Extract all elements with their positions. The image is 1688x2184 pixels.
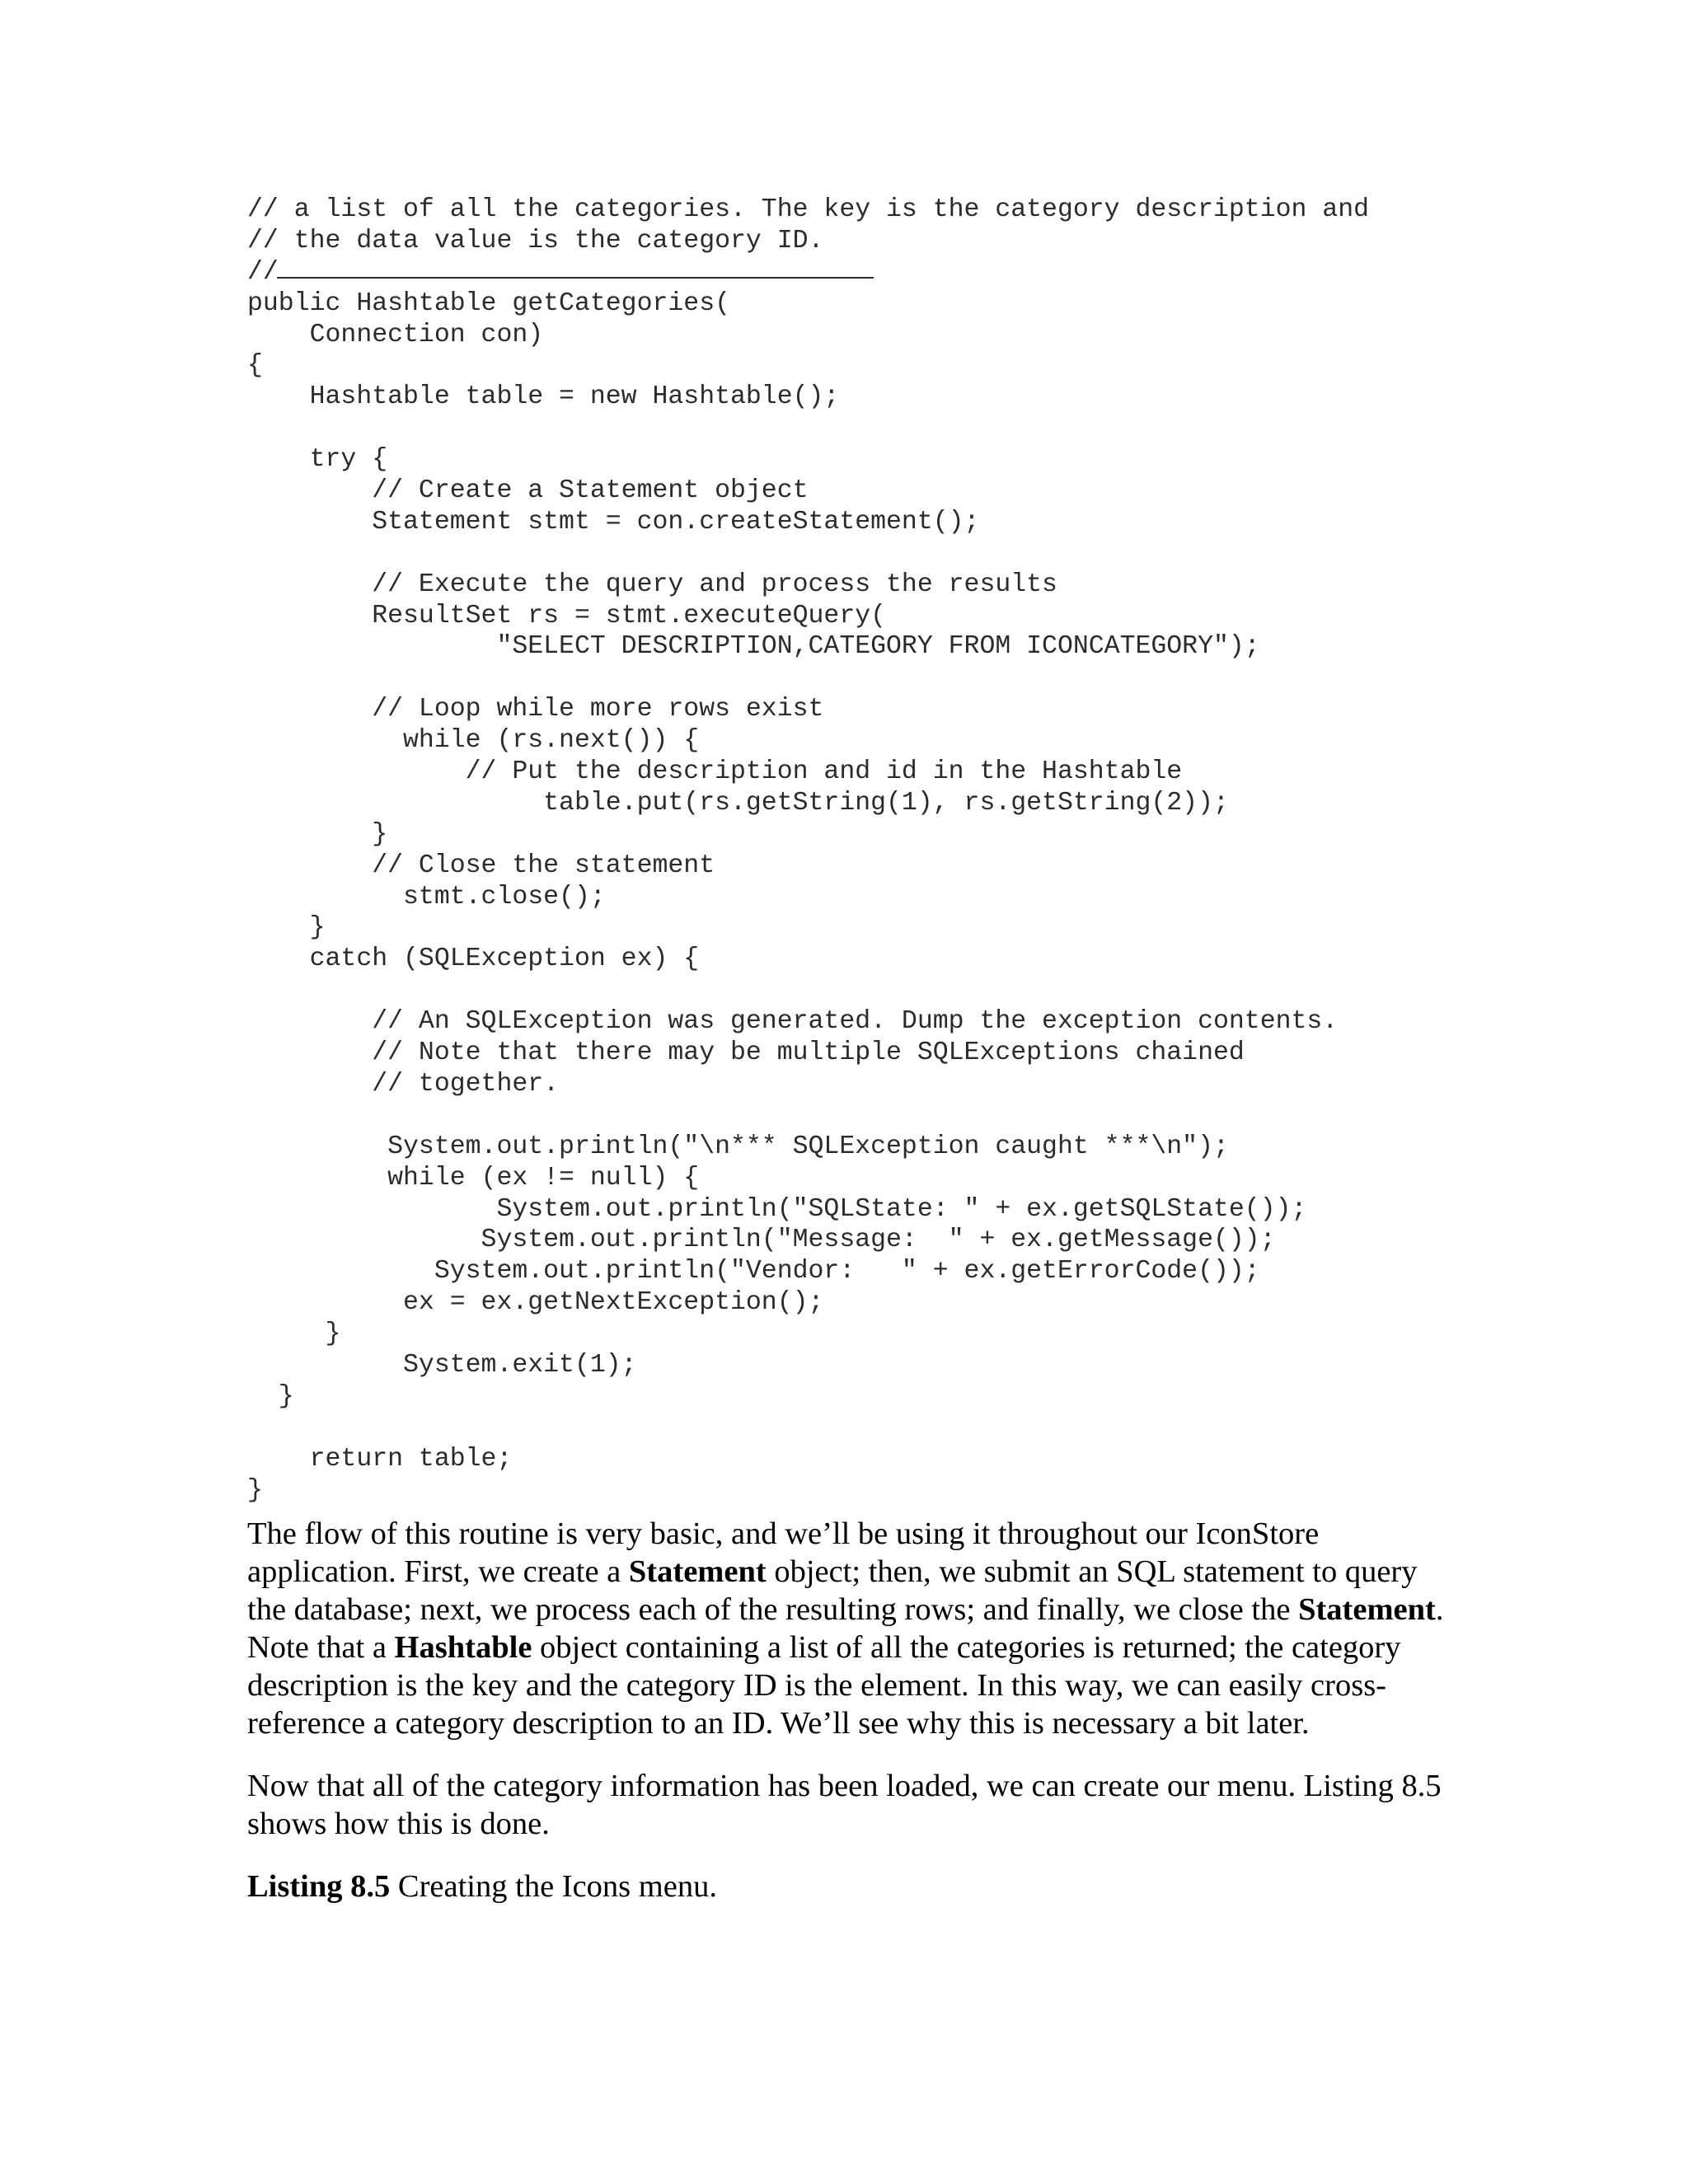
listing-caption — [247, 1868, 1459, 1905]
code-line: // — [247, 257, 279, 287]
code-line: // Note that there may be multiple SQLExceptions chained — [247, 1038, 1245, 1068]
code-line: // An SQLException was generated. Dump the exception contents. — [247, 1007, 1339, 1037]
code-line: System.out.println("Vendor: " + ex.getErrorCode()); — [247, 1257, 1260, 1286]
code-line: // Execute the query and process the results — [247, 569, 1057, 599]
code-line: while (ex != null) { — [247, 1163, 700, 1193]
code-line: System.out.println("SQLState: " + ex.getSQLState()); — [247, 1194, 1307, 1224]
text-run: . Note that a — [247, 1592, 1444, 1665]
code-line: try { — [247, 445, 388, 475]
comment-rule-line — [277, 277, 874, 279]
code-line: // Create a Statement object — [247, 476, 809, 506]
code-line: Statement stmt = con.createStatement(); — [247, 507, 980, 537]
code-line: // Close the statement — [247, 851, 715, 880]
code-line — [247, 1100, 1369, 1132]
code-line: public Hashtable getCategories( — [247, 288, 730, 318]
paragraph — [247, 1515, 1459, 1742]
code-line: // Put the description and id in the Hashtable — [247, 757, 1183, 787]
code-line — [247, 663, 1369, 694]
code-line: // a list of all the categories. The key is the category description and — [247, 195, 1370, 224]
code-line: { — [247, 351, 263, 381]
code-line: stmt.close(); — [247, 882, 606, 912]
code-line: } — [247, 819, 388, 849]
text-run: object; then, we submit an SQL statement to query the database; next, we process each of the resulting rows; and finally, we close the — [247, 1554, 1418, 1627]
code-line: Hashtable table = new Hashtable(); — [247, 382, 840, 412]
code-line: catch (SQLException ex) { — [247, 944, 700, 974]
code-line: } — [247, 913, 326, 943]
listing-label: Listing 8.5 — [247, 1869, 391, 1904]
code-line: } — [247, 1381, 294, 1411]
text-run: object containing a list of all the categories is returned; the category description is the key and the category ID is the element. In this way, we can easily cross-reference a category description to an ID. We’ll see why this is necessary a bit later. — [247, 1630, 1401, 1741]
code-line — [247, 413, 1369, 444]
code-line: // the data value is the category ID. — [247, 226, 824, 255]
code-line: System.out.println("Message: " + ex.getMessage()); — [247, 1226, 1276, 1255]
code-line: while (rs.next()) { — [247, 726, 700, 756]
listing-caption-text: Creating the Icons menu. — [390, 1869, 717, 1904]
paragraph: Now that all of the category information has been loaded, we can create our menu. Listing 8.5 shows how this is done. — [247, 1769, 1442, 1841]
code-term: Hashtable — [394, 1630, 532, 1665]
code-line: } — [247, 1319, 341, 1349]
code-line: "SELECT DESCRIPTION,CATEGORY FROM ICONCATEGORY"); — [247, 632, 1260, 662]
code-line: System.out.println("\n*** SQLException caught ***\n"); — [247, 1132, 1229, 1161]
code-line: // Loop while more rows exist — [247, 695, 824, 724]
code-line: ex = ex.getNextException(); — [247, 1288, 824, 1318]
code-line: Connection con) — [247, 320, 544, 349]
code-listing — [247, 194, 1369, 1506]
code-line: table.put(rs.getString(1), rs.getString(2)); — [247, 788, 1229, 818]
code-line — [247, 1413, 1369, 1444]
code-term: Statement — [628, 1554, 767, 1589]
code-line: return table; — [247, 1444, 513, 1474]
code-line: } — [247, 1475, 263, 1505]
body-text — [247, 1515, 1459, 1905]
code-line: // together. — [247, 1069, 560, 1099]
code-term: Statement — [1298, 1592, 1436, 1627]
code-line: ResultSet rs = stmt.executeQuery( — [247, 601, 887, 630]
code-line — [247, 975, 1369, 1006]
code-line — [247, 538, 1369, 569]
text-run: The flow of this routine is very basic, and we’ll be using it throughout our IconStore application. First, we create a — [247, 1516, 1320, 1589]
code-line: System.exit(1); — [247, 1350, 637, 1380]
